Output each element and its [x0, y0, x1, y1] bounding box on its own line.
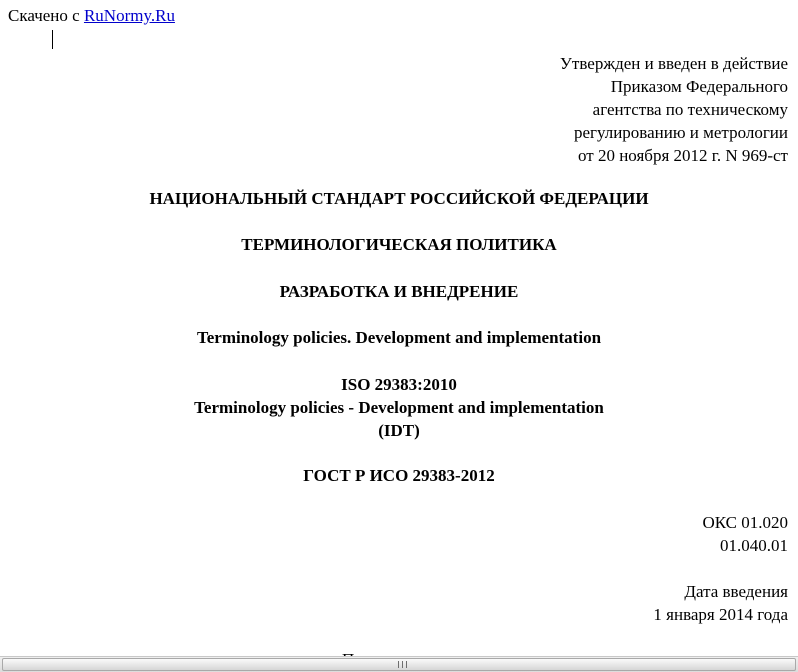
- approval-block: [560, 52, 788, 167]
- introduction-block: [653, 580, 788, 626]
- runormy-link[interactable]: RuNormy.Ru: [83, 6, 175, 25]
- oks-line: 01.040.01: [720, 536, 788, 555]
- approval-line: агентства по техническому: [592, 100, 788, 119]
- development-title: РАЗРАБОТКА И ВНЕДРЕНИЕ: [279, 282, 519, 301]
- approval-line: от 20 ноября 2012 г. N 969-ст: [578, 146, 788, 165]
- text-cursor: [52, 30, 53, 49]
- terminology-policy-title: ТЕРМИНОЛОГИЧЕСКАЯ ПОЛИТИКА: [241, 235, 557, 254]
- english-title: Terminology policies. Development and implementation: [196, 328, 602, 347]
- iso-title: Terminology policies - Development and implementation: [194, 398, 604, 417]
- oks-block: [702, 511, 788, 557]
- iso-number: ISO 29383:2010: [341, 375, 457, 394]
- idt-label: (IDT): [378, 421, 420, 440]
- introduction-date: 1 января 2014 года: [653, 605, 788, 624]
- approval-line: регулированию и метрологии: [573, 123, 788, 142]
- source-prefix: Скачено с: [8, 6, 84, 25]
- scrollbar-thumb[interactable]: [2, 658, 796, 671]
- approval-line: Утвержден и введен в действие: [559, 54, 788, 73]
- approval-line: Приказом Федерального: [610, 77, 788, 96]
- introduction-label: Дата введения: [684, 582, 788, 601]
- national-standard-title: НАЦИОНАЛЬНЫЙ СТАНДАРТ РОССИЙСКОЙ ФЕДЕРАЦИИ: [149, 189, 649, 208]
- iso-block: [0, 373, 798, 442]
- horizontal-scrollbar[interactable]: [0, 656, 798, 672]
- grip-icon: [398, 661, 407, 668]
- gost-number: ГОСТ Р ИСО 29383-2012: [303, 466, 495, 485]
- oks-line: ОКС 01.020: [702, 513, 788, 532]
- source-line: [8, 6, 175, 26]
